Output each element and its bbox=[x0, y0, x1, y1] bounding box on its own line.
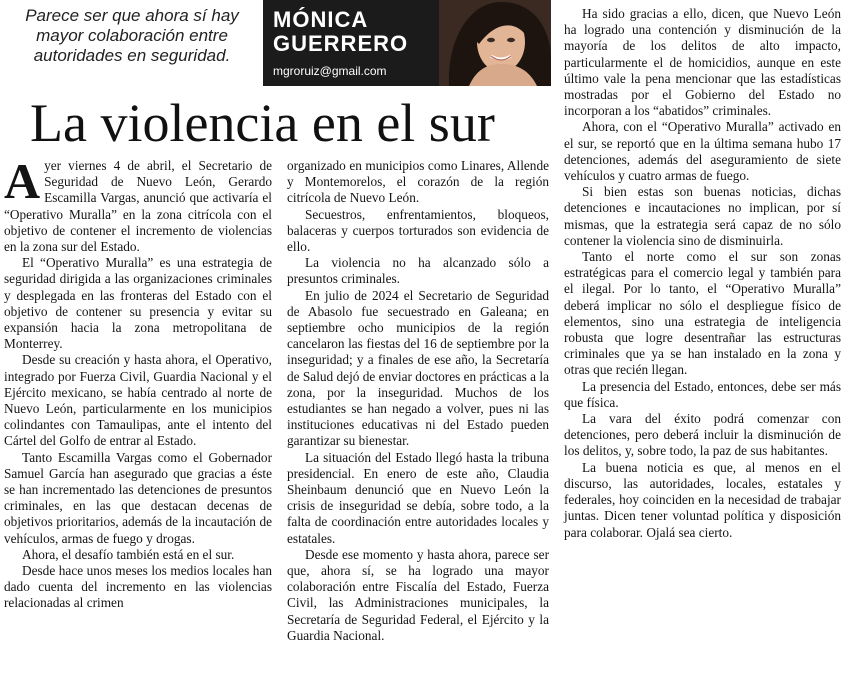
author-email: mgroruiz@gmail.com bbox=[273, 64, 387, 78]
article-column-1 bbox=[4, 153, 272, 612]
paragraph: Desde su creación y hasta ahora, el Operativo, integrado por Fuerza Civil, Guardia Nacional y el Ejército mexicano, se había centrado al norte de Nuevo León, particularmente en los municipios colindantes con Tamaulipas, ante el intento del Cártel del Golfo de entrar al Estado. bbox=[4, 352, 272, 449]
author-photo bbox=[439, 0, 551, 86]
paragraph: Ahora, el desafío también está en el sur. bbox=[22, 546, 235, 562]
paragraph: Ayer viernes 4 de abril, el Secretario de Seguridad de Nuevo León, Gerardo Escamilla Vargas, anunció que activaría el “Operativo Muralla” en la zona citrícola con el objetivo de contener el incremento de violencias en la zona sur del Estado. bbox=[4, 153, 272, 255]
paragraph: Tanto Escamilla Vargas como el Gobernador Samuel García han asegurado que gracias a éste se han incrementado las detenciones de presuntos criminales, en las que destacan decenas de objetivos prioritarios, además de la incautación de vehículos, armas de fuego y drogas. bbox=[4, 449, 272, 546]
paragraph: La buena noticia es que, al menos en el discurso, las autoridades, locales, estatales y federales, hoy coinciden en la necesidad de trabajar juntas. Dicen tener voluntad política y disposición para colaborar. Ojalá sea cierto. bbox=[564, 459, 841, 540]
paragraph: La presencia del Estado, entonces, debe ser más que física. bbox=[564, 378, 841, 410]
drop-cap: A bbox=[4, 153, 41, 209]
paragraph: Secuestros, enfrentamientos, bloqueos, balaceras y cuerpos torturados son evidencia de ello. bbox=[287, 206, 549, 255]
author-last-name: GUERRERO bbox=[273, 31, 409, 56]
paragraph: Ahora, con el “Operativo Muralla” activado en el sur, se reportó que en la última semana hubo 17 detenciones, además del aseguramiento de siete vehículos y cuatro armas de fuego. bbox=[564, 119, 841, 184]
paragraph: organizado en municipios como Linares, Allende y Montemorelos, el corazón de la región citrícola de Nuevo León. bbox=[287, 158, 549, 206]
article-column-3 bbox=[564, 6, 841, 541]
author-header bbox=[263, 0, 551, 86]
article-headline: La violencia en el sur bbox=[30, 93, 495, 153]
pull-quote: Parece ser que ahora sí hay mayor colaboración entre autoridades en seguridad. bbox=[25, 6, 239, 65]
article-column-2 bbox=[287, 158, 549, 644]
paragraph: En julio de 2024 el Secretario de Seguridad de Abasolo fue secuestrado en Galeana; en septiembre ocho municipios de la región cancelaron las fiestas del 16 de septiembre por la inseguridad; y a finales de ese año, la Secretaría de Salud dejó de enviar doctores en prácticas a la zona, por la inseguridad. Muchos de los estudiantes se han negado a volver, pues ni las instituciones educativas ni del Estado pueden garantizar su bienestar. bbox=[287, 287, 549, 449]
paragraph: La vara del éxito podrá comenzar con detenciones, pero deberá incluir la disminución de los delitos, y, sobre todo, la paz de sus habitantes. bbox=[564, 411, 841, 459]
paragraph: La situación del Estado llegó hasta la tribuna presidencial. En enero de este año, Claudia Sheinbaum denunció que en Nuevo León la crisis de inseguridad se debía, sobre todo, a la falta de coordinación entre autoridades locales y estatales. bbox=[287, 449, 549, 546]
paragraph: Desde ese momento y hasta ahora, parece ser que, ahora sí, se ha logrado una mayor colaboración entre Fiscalía del Estado, Fuerza Civil, las Administraciones municipales, la Secretaría de Seguridad Federal, el Ejército y la Guardia Nacional. bbox=[287, 546, 549, 643]
paragraph: La violencia no ha alcanzado sólo a presuntos criminales. bbox=[287, 255, 549, 287]
paragraph: Ha sido gracias a ello, dicen, que Nuevo León ha logrado una contención y disminución de la mayoría de los delitos de alto impacto, particularmente el de homicidios, aunque en este último vale la pena mencionar que las estadísticas mostradas por el Gobierno del Estado no incorporan a los “abatidos” criminales. bbox=[564, 6, 841, 119]
paragraph: Desde hace unos meses los medios locales han dado cuenta del incremento en las violencias relacionadas al crimen bbox=[4, 563, 272, 611]
paragraph: Tanto el norte como el sur son zonas estratégicas para el comercio legal y también para el ilegal. Por lo tanto, el “Operativo Muralla” deberá implicar no sólo el despliegue físico de elementos, sino una estrategia de inteligencia robusta que logre desentrañar las estructuras criminales que ya se han instalado en la zona y otras que recién llegan. bbox=[564, 249, 841, 378]
author-first-name: MÓNICA bbox=[273, 7, 369, 32]
paragraph: Si bien estas son buenas noticias, dichas detenciones e incautaciones no implican, por sí mismas, que la estrategia será capaz de no sólo contener la violencia sino de disminuirla. bbox=[564, 184, 841, 248]
paragraph: El “Operativo Muralla” es una estrategia de seguridad dirigida a las organizaciones criminales y desplegada en las fronteras del Estado con el objetivo de contener su presencia y evitar su expansión hacia la zona metropolitana de Monterrey. bbox=[4, 255, 272, 352]
